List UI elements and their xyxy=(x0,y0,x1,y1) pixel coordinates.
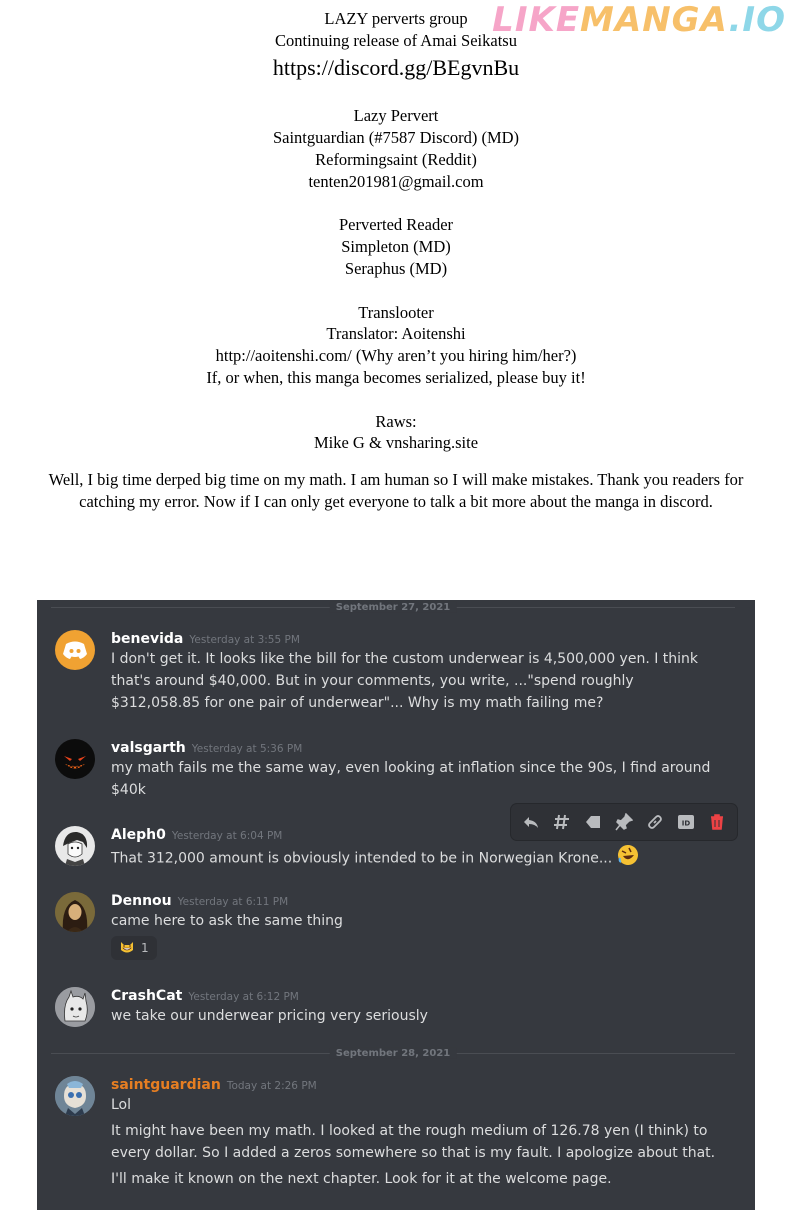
watermark-logo: LIKEMANGA.IO xyxy=(492,0,786,40)
reaction-count: 1 xyxy=(141,941,149,955)
lazy-email: tenten201981@gmail.com xyxy=(308,171,484,191)
message-body: Lol It might have been my math. I looked at the rough medium of 126.78 yen (I think) to every dollar. So I added a zeros somewhere so that is my fault. I apologize about that. I'll make it known on the next chapter. Look for it at the welcome page. xyxy=(111,1097,716,1187)
pin-icon[interactable] xyxy=(613,811,635,833)
username[interactable]: CrashCat xyxy=(111,988,183,1004)
date-divider: September 27, 2021 xyxy=(51,607,735,608)
grinning-cat-emoji-icon xyxy=(119,939,135,958)
message-actions-toolbar xyxy=(511,804,737,840)
delete-icon[interactable] xyxy=(706,811,728,833)
character-avatar-icon xyxy=(55,1076,95,1116)
avatar[interactable] xyxy=(55,630,95,670)
mark-unread-icon[interactable] xyxy=(582,811,604,833)
message-body: came here to ask the same thing xyxy=(111,913,343,929)
rofl-emoji-icon xyxy=(617,844,639,873)
translooter-title: Translooter xyxy=(358,302,434,322)
timestamp: Yesterday at 6:12 PM xyxy=(188,991,299,1003)
reader-title: Perverted Reader xyxy=(338,215,454,235)
username[interactable]: Aleph0 xyxy=(111,827,166,843)
avatar[interactable] xyxy=(55,826,95,866)
date-divider: September 28, 2021 xyxy=(51,1053,735,1054)
release-line: Continuing release of Amai Seikatsu xyxy=(275,30,517,50)
message-body: That 312,000 amount is obviously intended to be in Norwegian Krone... xyxy=(111,844,721,873)
timestamp: Yesterday at 6:11 PM xyxy=(177,896,289,908)
anime-character-icon xyxy=(55,826,95,866)
lazy-line-2: Reformingsaint (Reddit) xyxy=(315,149,477,169)
pony-sketch-icon xyxy=(55,987,95,1027)
group-name: LAZY perverts group xyxy=(324,9,468,28)
translator-url[interactable]: http://aoitenshi.com/ (Why aren’t you hiring him/her?) xyxy=(215,346,577,366)
username[interactable]: saintguardian xyxy=(111,1077,221,1093)
copy-id-icon[interactable] xyxy=(675,811,697,833)
lazy-line-1: Saintguardian (#7587 Discord) (MD) xyxy=(272,128,520,148)
svg-text:ID: ID xyxy=(682,819,691,828)
username[interactable]: benevida xyxy=(111,631,184,647)
avatar[interactable] xyxy=(55,1076,95,1116)
reader-line-2: Seraphus (MD) xyxy=(344,258,448,278)
avatar[interactable] xyxy=(55,987,95,1027)
credits-block xyxy=(0,8,792,454)
username[interactable]: valsgarth xyxy=(111,740,186,756)
mona-lisa-icon xyxy=(55,892,95,932)
buy-note: If, or when, this manga becomes serialized, please buy it! xyxy=(206,367,586,387)
timestamp: Yesterday at 3:55 PM xyxy=(189,634,300,646)
timestamp: Yesterday at 5:36 PM xyxy=(191,743,303,755)
copy-link-icon[interactable] xyxy=(644,811,666,833)
discord-chat xyxy=(37,600,755,1210)
translator-note: Well, I big time derped big time on my math. I am human so I will make mistakes. Thank you readers for catching my error. Now if I can only get everyone to talk a bit more about the manga in discord. xyxy=(48,470,744,511)
lazy-title: Lazy Pervert xyxy=(353,106,439,126)
username[interactable]: Dennou xyxy=(111,893,172,909)
timestamp: Yesterday at 6:04 PM xyxy=(171,830,283,842)
translator-line: Translator: Aoitenshi xyxy=(326,324,466,344)
reaction-button[interactable] xyxy=(111,936,157,960)
avatar[interactable] xyxy=(55,892,95,932)
create-thread-icon[interactable] xyxy=(551,811,573,833)
timestamp: Today at 2:26 PM xyxy=(226,1080,317,1092)
demon-face-icon xyxy=(55,739,95,779)
reply-icon[interactable] xyxy=(520,811,542,833)
discord-link[interactable]: https://discord.gg/BEgvnBu xyxy=(272,54,520,80)
message-body: my math fails me the same way, even looking at inflation since the 90s, I find around $40k xyxy=(111,760,711,798)
avatar[interactable] xyxy=(55,739,95,779)
reader-line-1: Simpleton (MD) xyxy=(341,237,451,257)
raws-line: Mike G & vnsharing.site xyxy=(313,433,479,453)
discord-logo-icon xyxy=(55,630,95,670)
message-body: we take our underwear pricing very seriously xyxy=(111,1008,428,1024)
message-body: I don't get it. It looks like the bill for the custom underwear is 4,500,000 yen. I think that's around $40,000. But in your comments, you write, ..."spend roughly $312,058.85 for one pair of underwear"... Why is my math failing me? xyxy=(111,651,699,711)
raws-title: Raws: xyxy=(375,411,417,431)
